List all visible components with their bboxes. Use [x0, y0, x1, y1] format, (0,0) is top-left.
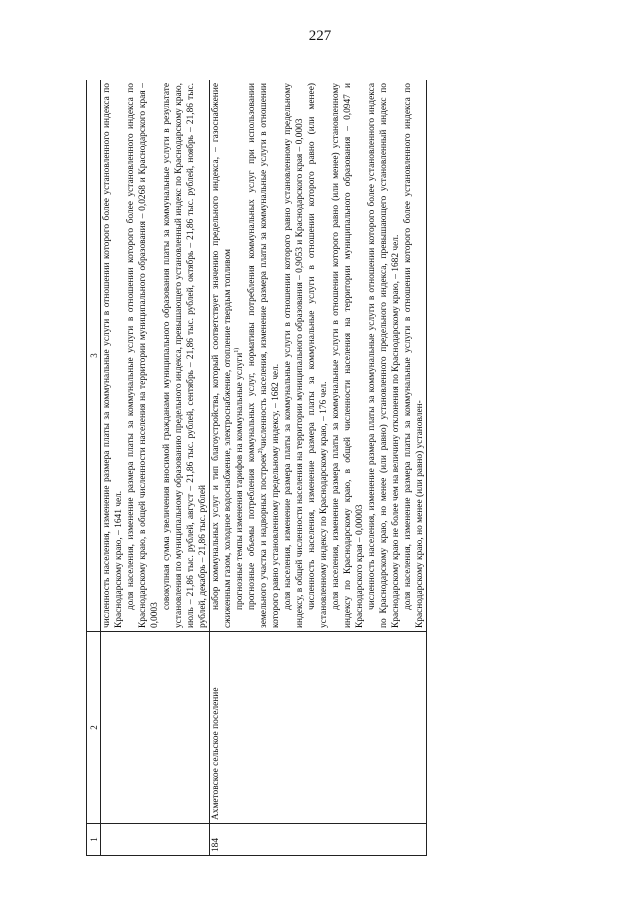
footnote-mark: 2)	[257, 448, 264, 454]
paragraph: совокупная сумма увеличения вносимой гражданами муниципального образования платы за коммунальные услуги в результате установления по муниципальному образованию предельного индекса, превышающего установленный индекс по Краснодарскому краю, июль – 21,86 тыс. рублей, август – 21,86 тыс. рублей, сентябрь – 21,86 тыс. рублей, октябрь – 21,86 тыс. рублей, ноябрь – 21,86 тыс. рублей, декабрь – 21,86 тыс. рублей	[162, 83, 208, 628]
paragraph: доля населения, изменение размера платы за коммунальные услуги в отношении которого равно установленному предельному индексу, в общей численности населения на территории муниципального образования – 0,9053 и Краснодарского края – 0,0003	[283, 83, 305, 628]
table-row-184	[210, 80, 427, 856]
paragraph	[246, 83, 282, 628]
header-col-3: 3	[87, 80, 101, 632]
paragraph	[234, 83, 246, 628]
paragraph-text: численность населения, изменение размера платы за коммунальные услуги в отношении которого равно установленному предельному индексу, – 1682 чел.	[259, 83, 281, 628]
table-frame	[86, 80, 578, 856]
paragraph: доля населения, изменение размера платы за коммунальные услуги в отношении которого более установленного индекса по Краснодарскому краю, но менее (или равно) установлен-	[403, 83, 425, 628]
row-description	[101, 80, 210, 632]
row-name	[101, 632, 210, 824]
row-description	[210, 80, 427, 632]
paragraph: численность населения, изменение размера платы за коммунальные услуги в отношении которого равно (или менее) установленному индексу по Краснодарскому краю, – 176 чел.	[307, 83, 329, 628]
header-col-1: 1	[87, 824, 101, 856]
row-number	[101, 824, 210, 856]
table-header-row	[87, 80, 101, 856]
paragraph: численность населения, изменение размера платы за коммунальные услуги в отношении которого более установленного индекса по Краснодарскому краю, – 1641 чел.	[102, 83, 124, 628]
data-table	[86, 80, 427, 856]
rotated-table-wrapper	[86, 80, 578, 856]
row-number: 184	[210, 824, 427, 856]
paragraph-text: прогнозные объемы потребления коммунальных услуг, нормативы потребления коммунальных услуг при использовании земельного участка и надворных построек	[247, 83, 269, 628]
table-row-continuation	[101, 80, 210, 856]
paragraph: доля населения, изменение размера платы за коммунальные услуги в отношении которого более установленного индекса по Краснодарскому краю, в общей численности населения на территории муниципального образования – 0,0268 и Краснодарского края – 0,0003	[126, 83, 160, 628]
paragraph: набор коммунальных услуг и тип благоустройства, который соответствует значению предельного индекса, – газоснабжение сжиженным газом, холодное водоснабжение, электроснабжение, отопление твердым топливом	[211, 83, 233, 628]
paragraph-text: прогнозные темпы изменения тарифов на коммунальные услуги	[235, 352, 245, 610]
footnote-mark: 1)	[233, 347, 240, 353]
paragraph: численность населения, изменение размера платы за коммунальные услуги в отношении которого более установленного индекса по Краснодарскому краю, но менее (или равно) установленного предельного индекса, превышающего установленный индекс по Краснодарскому краю не более чем на величину отклонения по Краснодарскому краю, – 1682 чел.	[367, 83, 401, 628]
paragraph: доля населения, изменение размера платы за коммунальные услуги в отношении которого равно (или менее) установленному индексу по Краснодарскому краю, в общей численности населения на территории муниципального образования – 0,0947 и Краснодарского края – 0,00003	[331, 83, 365, 628]
row-name: Ахметовское сельское поселение	[210, 632, 427, 824]
header-col-2: 2	[87, 632, 101, 824]
page-number: 227	[308, 28, 332, 44]
